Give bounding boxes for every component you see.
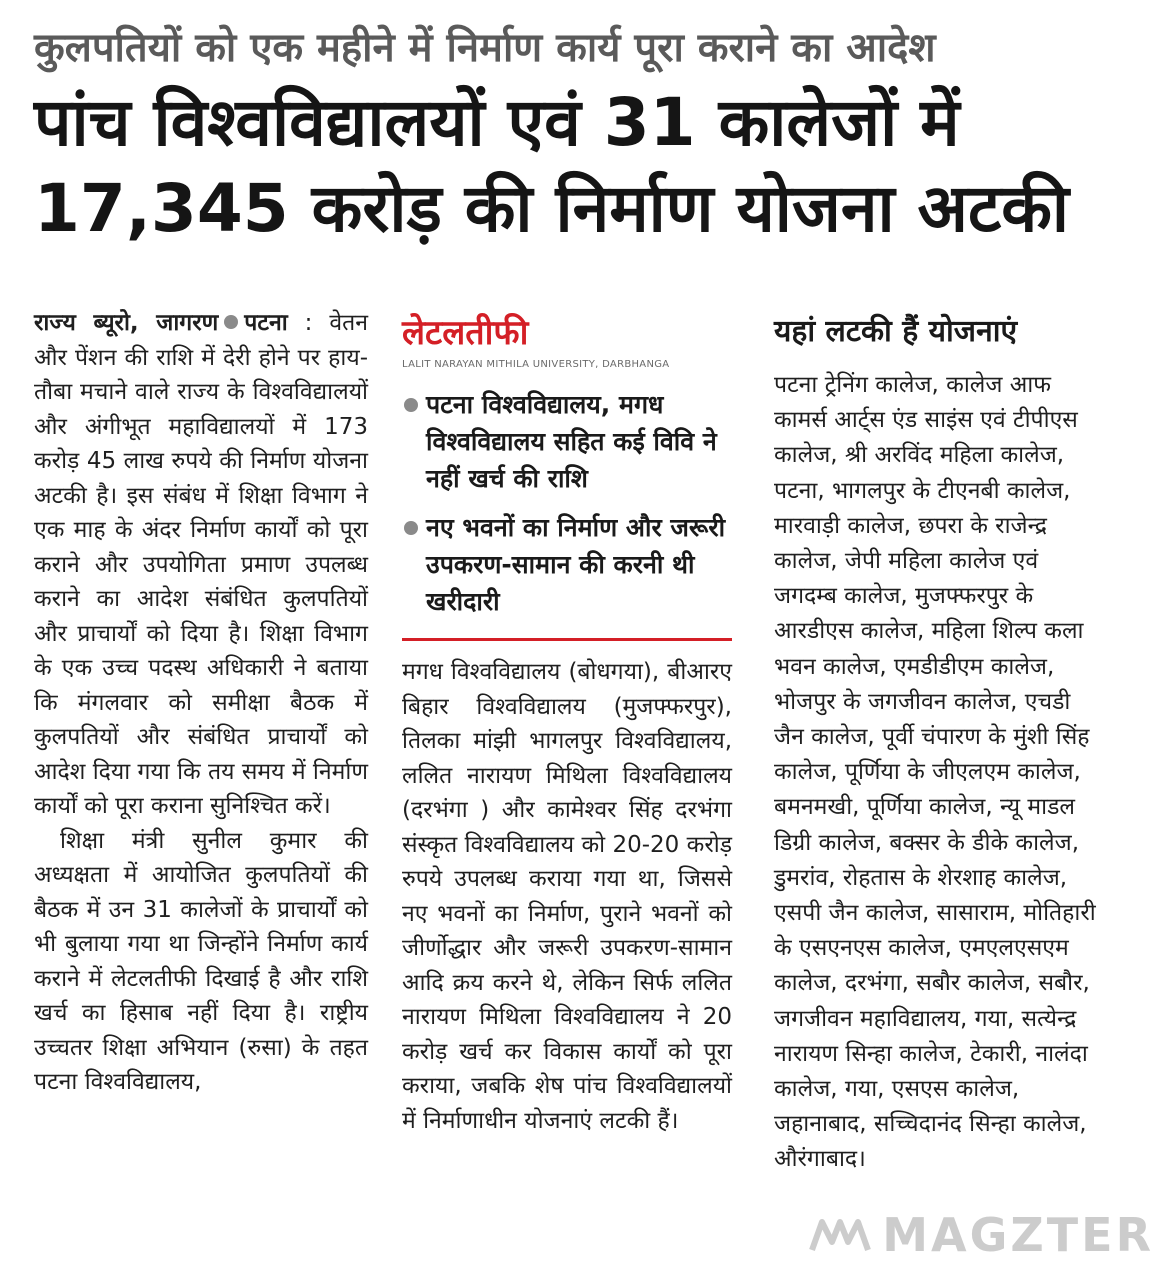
paragraph-1-text: : वेतन और पेंशन की राशि में देरी होने पर हाय-तौबा मचाने वाले राज्य के विश्वविद्यालयों और अंगीभूत महाविद्यालयों में 173 करोड़ 45 लाख रुपये की निर्माण योजना अटकी है। इस संबंध में शिक्षा विभाग ने एक माह के अंदर निर्माण कार्यों को पूरा कराने और उपयोगिता प्रमाण उपलब्ध कराने का आदेश संबंधित कुलपतियों और प्राचार्यों को दिया है। शिक्षा विभाग के एक उच्च पदस्थ अधिकारी ने बताया कि मंगलवार को समीक्षा बैठक में कुलपतियों और संबंधित प्राचार्यों को आदेश दिया गया कि तय समय में निर्माण कार्यों को पूरा कराना सुनिश्चित करें। (34, 310, 368, 819)
headline-line-1: पांच विश्वविद्यालयों एवं 31 कालेजों में (34, 84, 960, 161)
dateline: पटना (244, 310, 288, 336)
sidebar-bullet (402, 386, 732, 497)
list-box-title: यहां लटकी हैं योजनाएं (774, 314, 1018, 349)
sidebar-title: लेटलतीफी (402, 313, 529, 353)
byline: राज्य ब्यूरो, जागरण (34, 310, 219, 336)
sidebar-bullet-text: नए भवनों का निर्माण और जरूरी उपकरण-सामान की करनी थी खरीदारी (426, 513, 726, 616)
article-headline (34, 80, 1150, 252)
article-column-2 (402, 306, 732, 1138)
magzter-watermark (808, 1208, 1154, 1262)
article-kicker: कुलपतियों को एक महीने में निर्माण कार्य पूरा कराने का आदेश (34, 25, 936, 71)
sidebar-source-caption: LALIT NARAYAN MITHILA UNIVERSITY, DARBHANGA (402, 359, 670, 370)
bullet-dot-icon (224, 315, 238, 329)
list-box-text: पटना ट्रेनिंग कालेज, कालेज आफ कामर्स आर्ट्स एंड साइंस एवं टीपीएस कालेज, श्री अरविंद महिला कालेज, पटना, भागलपुर के टीएनबी कालेज, मारवाड़ी कालेज, छपरा के राजेन्द्र कालेज, जेपी महिला कालेज एवं जगदम्ब कालेज, मुजफ्फरपुर के आरडीएस कालेज, महिला शिल्प कला भवन कालेज, एमडीडीएम कालेज, भोजपुर के जगजीवन कालेज, एचडी जैन कालेज, पूर्वी चंपारण के मुंशी सिंह कालेज, पूर्णिया के जीएलएम कालेज, बमनमखी, पूर्णिया कालेज, न्यू माडल डिग्री कालेज, बक्सर के डीके कालेज, डुमरांव, रोहतास के शेरशाह कालेज, एसपी जैन कालेज, सासाराम, मोतिहारी के एसएनएस कालेज, एमएलएसएम कालेज, दरभंगा, सबौर कालेज, सबौर, जगजीवन महाविद्यालय, गया, सत्येन्द्र नारायण सिन्हा कालेज, टेकारी, नालंदा कालेज, गया, एसएस कालेज, जहानाबाद, सच्चिदानंद सिन्हा कालेज, औरंगाबाद। (774, 372, 1096, 1173)
bullet-dot-icon (404, 398, 418, 412)
bullet-dot-icon (404, 521, 418, 535)
article-paragraph-2: शिक्षा मंत्री सुनील कुमार की अध्यक्षता में आयोजित कुलपतियों की बैठक में उन 31 कालेजों के प्राचार्यों को भी बुलाया गया था जिन्होंने निर्माण कार्य कराने में लेटलतीफी दिखाई है और राशि खर्च का हिसाब नहीं दिया है। राष्ट्रीय उच्चतर शिक्षा अभियान (रुसा) के तहत पटना विश्वविद्यालय, (34, 827, 368, 1095)
article-column-1 (34, 306, 368, 1100)
sidebar-bullet (402, 509, 732, 620)
magzter-logo-icon (808, 1214, 872, 1256)
article-paragraph-1 (34, 306, 368, 824)
article-column-3 (774, 306, 1104, 1178)
article-column-2-text: मगध विश्वविद्यालय (बोधगया), बीआरए बिहार विश्वविद्यालय (मुजफ्फरपुर), तिलका मांझी भागलपुर विश्वविद्यालय, ललित नारायण मिथिला विश्वविद्यालय (दरभंगा ) और कामेश्वर सिंह दरभंगा संस्कृत विश्वविद्यालय को 20-20 करोड़ रुपये उपलब्ध कराया गया था, जिससे नए भवनों का निर्माण, पुराने भवनों को जीर्णोद्धार और जरूरी उपकरण-सामान आदि क्रय करने थे, लेकिन सिर्फ ललित नारायण मिथिला विश्वविद्यालय ने 20 करोड़ खर्च कर विकास कार्यों को पूरा कराया, जबकि शेष पांच विश्वविद्यालयों में निर्माणाधीन योजनाएं लटकी हैं। (402, 659, 732, 1134)
sidebar-bullet-text: पटना विश्वविद्यालय, मगध विश्वविद्यालय सहित कई विवि ने नहीं खर्च की राशि (426, 390, 717, 493)
article-columns (34, 306, 1144, 1266)
watermark-brand: MAGZTER (882, 1208, 1154, 1262)
headline-line-2: 17,345 करोड़ की निर्माण योजना अटकी (34, 170, 1069, 247)
red-divider (402, 638, 732, 641)
